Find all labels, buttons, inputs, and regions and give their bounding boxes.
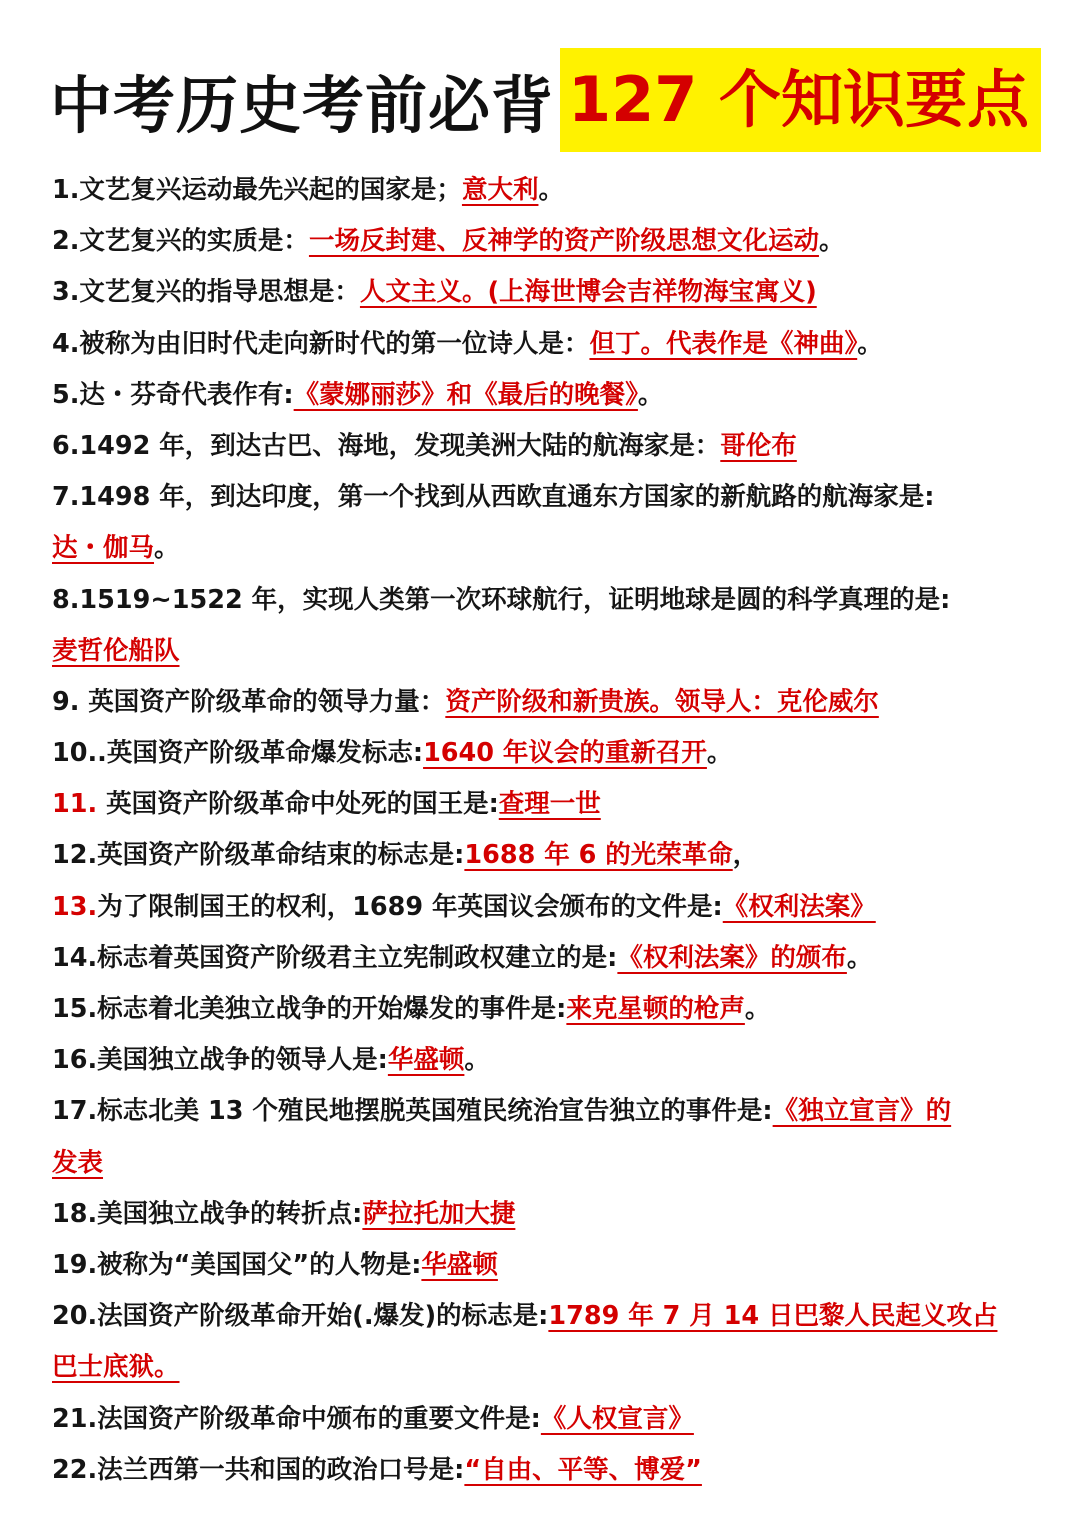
list-item — [52, 472, 1042, 523]
list-item — [52, 830, 1042, 881]
item-punct: 。 — [818, 226, 845, 257]
item-question: 4.被称为由旧时代走向新时代的第一位诗人是： — [52, 328, 590, 359]
list-item — [52, 523, 1042, 574]
item-punct: 。 — [154, 533, 180, 564]
item-question: 22.法兰西第一共和国的政治口号是: — [52, 1454, 465, 1485]
list-item — [52, 267, 1042, 318]
list-item — [52, 216, 1042, 267]
item-answer: 1789 年 7 月 14 日巴黎人民起义攻占 — [548, 1301, 998, 1332]
list-item — [52, 1189, 1042, 1240]
list-item — [52, 1138, 1042, 1189]
item-question: 2.文艺复兴的实质是： — [52, 226, 309, 257]
item-punct: 。 — [706, 738, 733, 769]
item-answer: 资产阶级和新贵族。领导人：克伦威尔 — [445, 686, 879, 717]
item-answer: “自由、平等、博爱” — [464, 1454, 702, 1485]
item-question: 6.1492 年，到达古巴、海地，发现美洲大陆的航海家是： — [52, 430, 721, 461]
item-punct: 。 — [744, 994, 771, 1024]
item-answer: 《人权宣言》 — [540, 1403, 694, 1434]
item-punct: 。 — [464, 1045, 490, 1076]
item-answer: 发表 — [52, 1147, 104, 1178]
list-item — [52, 984, 1042, 1035]
item-question: 17.标志北美 13 个殖民地摆脱英国殖民统治宣告独立的事件是: — [52, 1096, 773, 1127]
item-question: 15.标志着北美独立战争的开始爆发的事件是: — [52, 994, 567, 1024]
item-question: 21.法国资产阶级革命中颁布的重要文件是: — [52, 1403, 541, 1434]
item-question: 16.美国独立战争的领导人是: — [52, 1045, 388, 1076]
page-title — [50, 48, 1041, 152]
list-item — [52, 1445, 1042, 1496]
list-item — [52, 575, 1042, 626]
item-question: 英国资产阶级革命中处死的国王是: — [97, 789, 499, 820]
item-answer: 哥伦布 — [720, 430, 797, 461]
item-answer: 1688 年 6 的光荣革命 — [464, 840, 733, 871]
list-item — [52, 1086, 1042, 1137]
item-number: 13. — [52, 891, 98, 922]
item-answer: 人文主义。(上海世博会吉祥物海宝寓义) — [359, 277, 817, 308]
list-item — [52, 1394, 1042, 1445]
item-answer: 但丁。代表作是《神曲》 — [589, 328, 858, 359]
item-question: 1.文艺复兴运动最先兴起的国家是； — [52, 175, 462, 205]
item-question: 12.英国资产阶级革命结束的标志是: — [52, 840, 465, 871]
item-punct: 。 — [846, 942, 873, 973]
item-answer: 1640 年议会的重新召开 — [423, 738, 707, 769]
list-item — [52, 1035, 1042, 1086]
item-question: 为了限制国王的权利，1689 年英国议会颁布的文件是: — [97, 891, 723, 922]
item-punct: ， — [732, 840, 759, 871]
item-question: 10..英国资产阶级革命爆发标志: — [52, 738, 424, 769]
item-number: 11. — [52, 789, 98, 820]
knowledge-list — [52, 165, 1042, 1496]
item-answer: 巴士底狱。 — [52, 1352, 180, 1383]
item-answer: 达・伽马 — [52, 533, 155, 564]
item-question: 14.标志着英国资产阶级君主立宪制政权建立的是: — [52, 942, 618, 973]
item-punct: 。 — [857, 328, 883, 359]
item-question: 5.达・芬奇代表作有: — [52, 379, 294, 410]
item-answer: 华盛顿 — [421, 1249, 498, 1280]
item-answer: 《权利法案》 — [722, 891, 876, 922]
item-question: 19.被称为“美国国父”的人物是: — [52, 1249, 422, 1280]
item-answer: 《蒙娜丽莎》和《最后的晚餐》 — [293, 379, 638, 410]
item-answer: 华盛顿 — [387, 1045, 465, 1076]
item-answer: 《独立宣言》的 — [772, 1096, 952, 1127]
item-answer: 查理一世 — [498, 789, 601, 820]
item-answer: 萨拉托加大捷 — [362, 1198, 516, 1229]
item-question: 3.文艺复兴的指导思想是： — [52, 277, 360, 308]
item-question: 7.1498 年，到达印度，第一个找到从西欧直通东方国家的新航路的航海家是: — [52, 482, 935, 513]
list-item — [52, 882, 1042, 933]
list-item — [52, 728, 1042, 779]
list-item — [52, 933, 1042, 984]
list-item — [52, 370, 1042, 421]
title-main: 中考历史考前必背 — [50, 68, 555, 142]
item-punct: 。 — [538, 175, 564, 205]
list-item — [52, 319, 1042, 370]
list-item — [52, 677, 1042, 728]
item-answer: 一场反封建、反神学的资产阶级思想文化运动 — [308, 226, 819, 257]
item-question: 8.1519~1522 年，实现人类第一次环球航行，证明地球是圆的科学真理的是: — [52, 584, 951, 615]
list-item — [52, 165, 1042, 216]
item-answer: 来克星顿的枪声 — [566, 994, 745, 1024]
item-question: 18.美国独立战争的转折点: — [52, 1198, 363, 1229]
item-punct: 。 — [637, 379, 664, 410]
list-item — [52, 1291, 1042, 1342]
item-answer: 意大利 — [461, 175, 539, 205]
item-answer: 麦哲伦船队 — [52, 635, 180, 666]
title-highlight: 127 个知识要点 — [560, 48, 1041, 152]
item-question: 20.法国资产阶级革命开始(.爆发)的标志是: — [52, 1301, 549, 1332]
list-item — [52, 421, 1042, 472]
list-item — [52, 1342, 1042, 1393]
item-question: 9. 英国资产阶级革命的领导力量： — [52, 686, 446, 717]
item-answer: 《权利法案》的颁布 — [617, 942, 847, 973]
list-item — [52, 626, 1042, 677]
list-item — [52, 779, 1042, 830]
list-item — [52, 1240, 1042, 1291]
